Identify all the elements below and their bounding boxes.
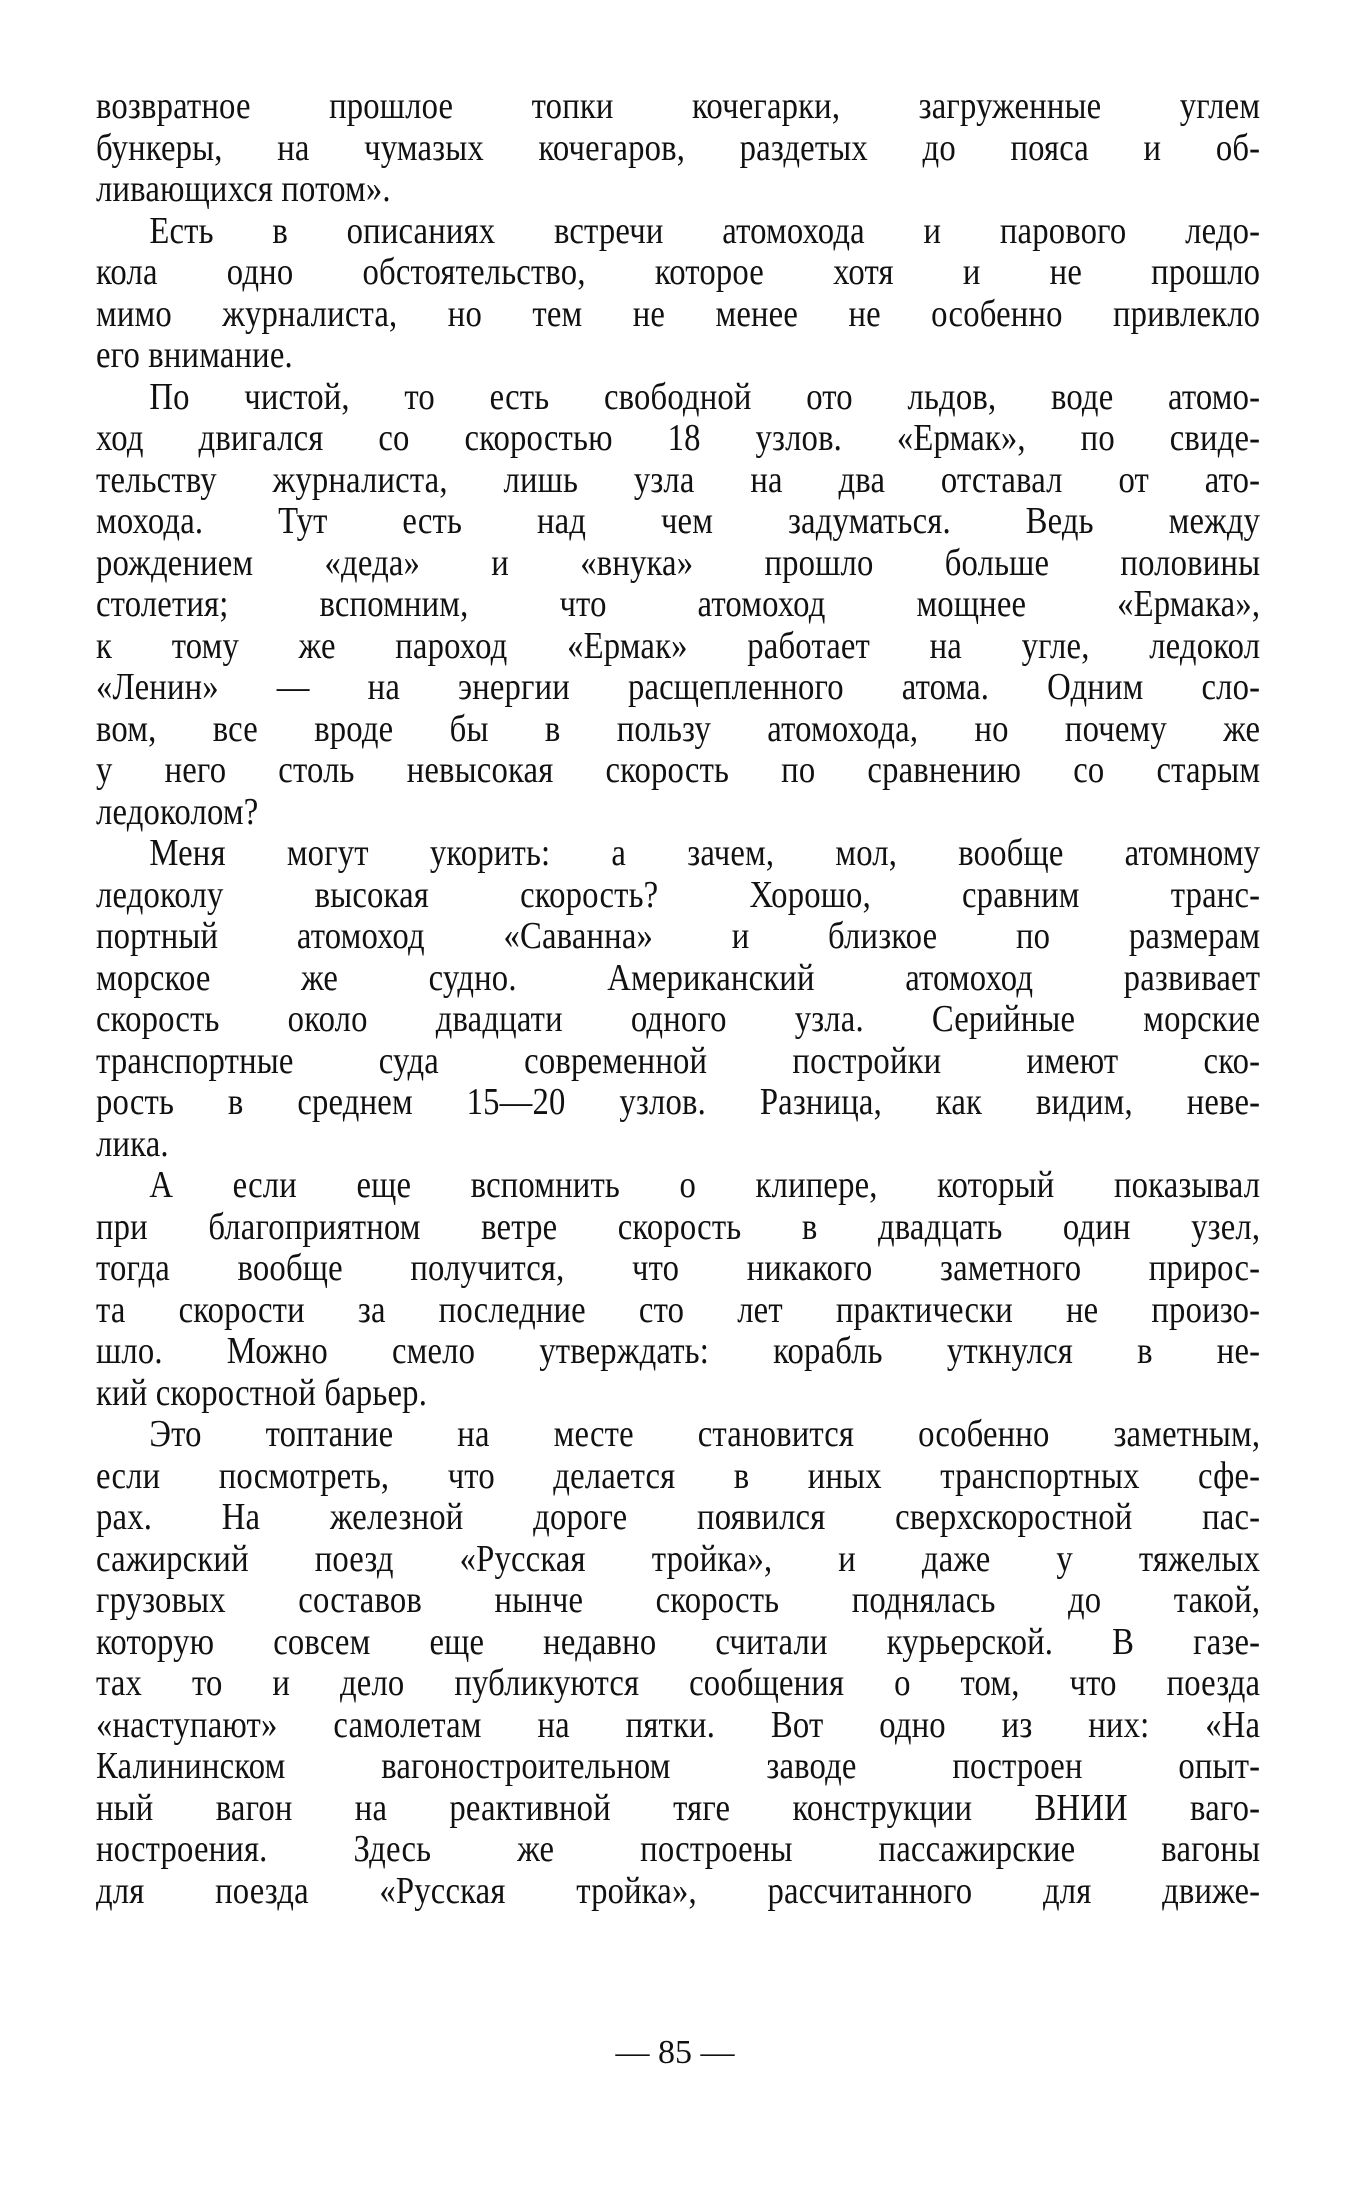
- text-line: при благоприятном ветре скорость в двадцать один узел,: [96, 1205, 1261, 1248]
- text-line: скорость около двадцати одного узла. Серийные морские: [96, 998, 1261, 1040]
- text-line: А если еще вспомнить о клипере, который показывал: [149, 1164, 1261, 1206]
- text-line: тогда вообще получится, что никакого заметного прирос-: [96, 1247, 1261, 1289]
- text-line: вом, все вроде бы в пользу атомохода, но почему же: [96, 707, 1261, 750]
- text-line: шло. Можно смело утверждать: корабль уткнулся в не-: [96, 1330, 1261, 1372]
- text-line: тах то и дело публикуются сообщения о том, что поезда: [96, 1662, 1261, 1704]
- text-line: мохода. Тут есть над чем задуматься. Ведь между: [96, 500, 1261, 542]
- text-line: Калининском вагоностроительном заводе построен опыт-: [96, 1745, 1261, 1787]
- text-line: ледоколом?: [96, 790, 259, 833]
- text-line: «Ленин» — на энергии расщепленного атома. Одним сло-: [96, 666, 1261, 708]
- text-line: к тому же пароход «Ермак» работает на угле, ледокол: [96, 624, 1261, 667]
- text-line: транспортные суда современной постройки имеют ско-: [96, 1039, 1261, 1082]
- paragraph: [96, 86, 1260, 211]
- paragraph: [96, 377, 1260, 834]
- text-line: Меня могут укорить: а зачем, мол, вообще атомному: [149, 832, 1261, 874]
- paragraph: [96, 833, 1260, 1165]
- text-line: Это топтание на месте становится особенно заметным,: [149, 1413, 1261, 1455]
- text-line: ностроения. Здесь же построены пассажирские вагоны: [96, 1828, 1261, 1870]
- text-line: кий скоростной барьер.: [96, 1371, 428, 1414]
- text-line: ледоколу высокая скорость? Хорошо, сравним транс-: [96, 873, 1261, 916]
- text-line: у него столь невысокая скорость по сравнению со старым: [96, 749, 1261, 791]
- paragraph: [96, 211, 1260, 377]
- text-line: если посмотреть, что делается в иных транспортных сфе-: [96, 1454, 1261, 1497]
- text-line: тельству журналиста, лишь узла на два отставал от ато-: [96, 458, 1261, 501]
- text-line: рах. На железной дороге появился сверхскоростной пас-: [96, 1496, 1261, 1538]
- text-line: портный атомоход «Саванна» и близкое по размерам: [96, 915, 1261, 957]
- text-line: сажирский поезд «Русская тройка», и даже у тяжелых: [96, 1537, 1261, 1580]
- text-line: грузовых составов нынче скорость поднялась до такой,: [96, 1579, 1261, 1621]
- text-line: рость в среднем 15—20 узлов. Разница, как видим, неве-: [96, 1081, 1261, 1123]
- text-line: По чистой, то есть свободной ото льдов, воде атомо-: [149, 375, 1261, 418]
- text-line: кола одно обстоятельство, которое хотя и не прошло: [96, 251, 1261, 293]
- text-line: возвратное прошлое топки кочегарки, загруженные углем: [96, 85, 1261, 127]
- text-line: ливающихся потом».: [96, 168, 391, 210]
- text-line: для поезда «Русская тройка», рассчитанного для движе-: [96, 1869, 1261, 1912]
- text-line: ход двигался со скоростью 18 узлов. «Ермак», по свиде-: [96, 417, 1261, 459]
- book-page-body: [96, 86, 1260, 1912]
- text-line: столетия; вспомним, что атомоход мощнее «Ермака»,: [96, 583, 1261, 625]
- text-line: Есть в описаниях встречи атомохода и парового ледо-: [149, 209, 1261, 252]
- page-number: — 85 —: [615, 2034, 735, 2071]
- text-line: которую совсем еще недавно считали курьерской. В газе-: [96, 1620, 1261, 1663]
- text-line: бункеры, на чумазых кочегаров, раздетых до пояса и об-: [96, 126, 1261, 169]
- text-line: ный вагон на реактивной тяге конструкции ВНИИ ваго-: [96, 1786, 1261, 1829]
- text-line: морское же судно. Американский атомоход развивает: [96, 956, 1261, 999]
- text-line: его внимание.: [96, 334, 293, 376]
- text-line: «наступают» самолетам на пятки. Вот одно из них: «На: [96, 1703, 1261, 1746]
- text-line: мимо журналиста, но тем не менее не особенно привлекло: [96, 292, 1261, 335]
- paragraph: [96, 1414, 1260, 1912]
- text-line: лика.: [96, 1122, 169, 1165]
- text-line: рождением «деда» и «внука» прошло больше половины: [96, 541, 1261, 584]
- text-line: та скорости за последние сто лет практически не произо-: [96, 1288, 1261, 1331]
- paragraph: [96, 1165, 1260, 1414]
